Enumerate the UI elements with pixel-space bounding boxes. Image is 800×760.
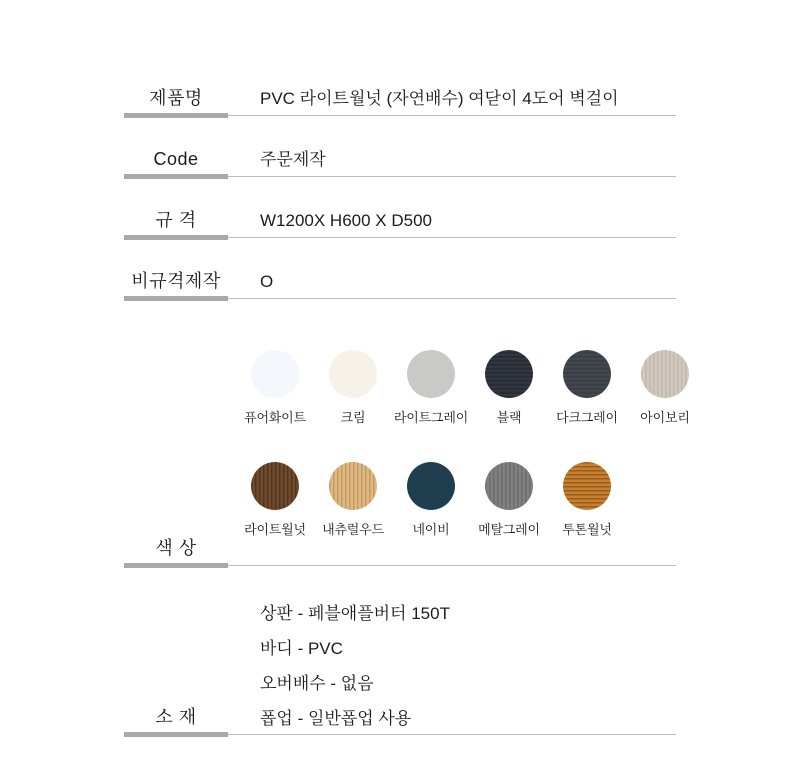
spec-row-code — [124, 149, 676, 179]
color-swatch-label: 퓨어화이트 — [244, 410, 306, 425]
color-swatch-label: 아이보리 — [640, 410, 690, 425]
color-swatch-label: 내츄럴우드 — [322, 522, 384, 537]
color-label: 색 상 — [155, 538, 197, 558]
color-swatch-circle — [329, 350, 377, 398]
material-line: 바디 - PVC — [260, 639, 343, 658]
code-value: 주문제작 — [260, 150, 326, 169]
color-swatch — [470, 462, 548, 538]
color-swatches — [228, 332, 704, 568]
product-name-value: PVC 라이트월넛 (자연배수) 여닫이 4도어 벽걸이 — [260, 89, 619, 108]
color-swatch-label: 블랙 — [496, 410, 522, 425]
color-swatch — [314, 462, 392, 538]
product-name-label: 제품명 — [149, 88, 203, 108]
size-value: W1200X H600 X D500 — [260, 211, 432, 230]
color-swatch — [236, 350, 314, 426]
color-swatch-row-2 — [236, 462, 704, 538]
color-swatch-circle — [641, 350, 689, 398]
material-lines — [228, 599, 676, 737]
color-swatch — [314, 350, 392, 426]
material-line: 상판 - 페블애플버터 150T — [260, 604, 450, 623]
color-swatch-label: 메탈그레이 — [478, 522, 540, 537]
color-swatch-label: 다크그레이 — [556, 410, 618, 425]
color-swatch-circle — [251, 462, 299, 510]
material-line: 오버배수 - 없음 — [260, 674, 374, 693]
color-swatch-circle — [485, 350, 533, 398]
size-label: 규 격 — [155, 210, 197, 230]
color-swatch-label: 라이트월넛 — [244, 522, 306, 537]
color-swatch-label: 투톤월넛 — [562, 522, 612, 537]
material-label: 소 재 — [155, 707, 197, 727]
spec-row-color — [124, 332, 690, 568]
color-swatch-label: 네이비 — [412, 522, 450, 537]
color-swatch — [470, 350, 548, 426]
material-line: 폽업 - 일반폽업 사용 — [260, 709, 412, 728]
color-swatch-label: 라이트그레이 — [393, 410, 469, 425]
color-swatch-circle — [563, 350, 611, 398]
color-swatch — [548, 462, 626, 538]
code-label: Code — [153, 149, 199, 169]
spec-table — [124, 0, 690, 737]
color-swatch-circle — [251, 350, 299, 398]
spec-row-custom-make — [124, 271, 676, 301]
spec-row-product-name — [124, 88, 676, 118]
custom-make-label: 비규격제작 — [131, 271, 221, 291]
spec-row-material — [124, 599, 676, 737]
color-swatch-row-1 — [236, 350, 704, 426]
color-swatch — [626, 350, 704, 426]
color-swatch-circle — [563, 462, 611, 510]
color-swatch-circle — [329, 462, 377, 510]
color-swatch-circle — [485, 462, 533, 510]
color-swatch — [548, 350, 626, 426]
color-swatch-label: 크림 — [340, 410, 366, 425]
color-swatch — [236, 462, 314, 538]
spec-row-size — [124, 210, 676, 240]
color-swatch — [392, 350, 470, 426]
custom-make-value: O — [260, 272, 274, 291]
color-swatch — [392, 462, 470, 538]
color-swatch-circle — [407, 350, 455, 398]
color-swatch-circle — [407, 462, 455, 510]
